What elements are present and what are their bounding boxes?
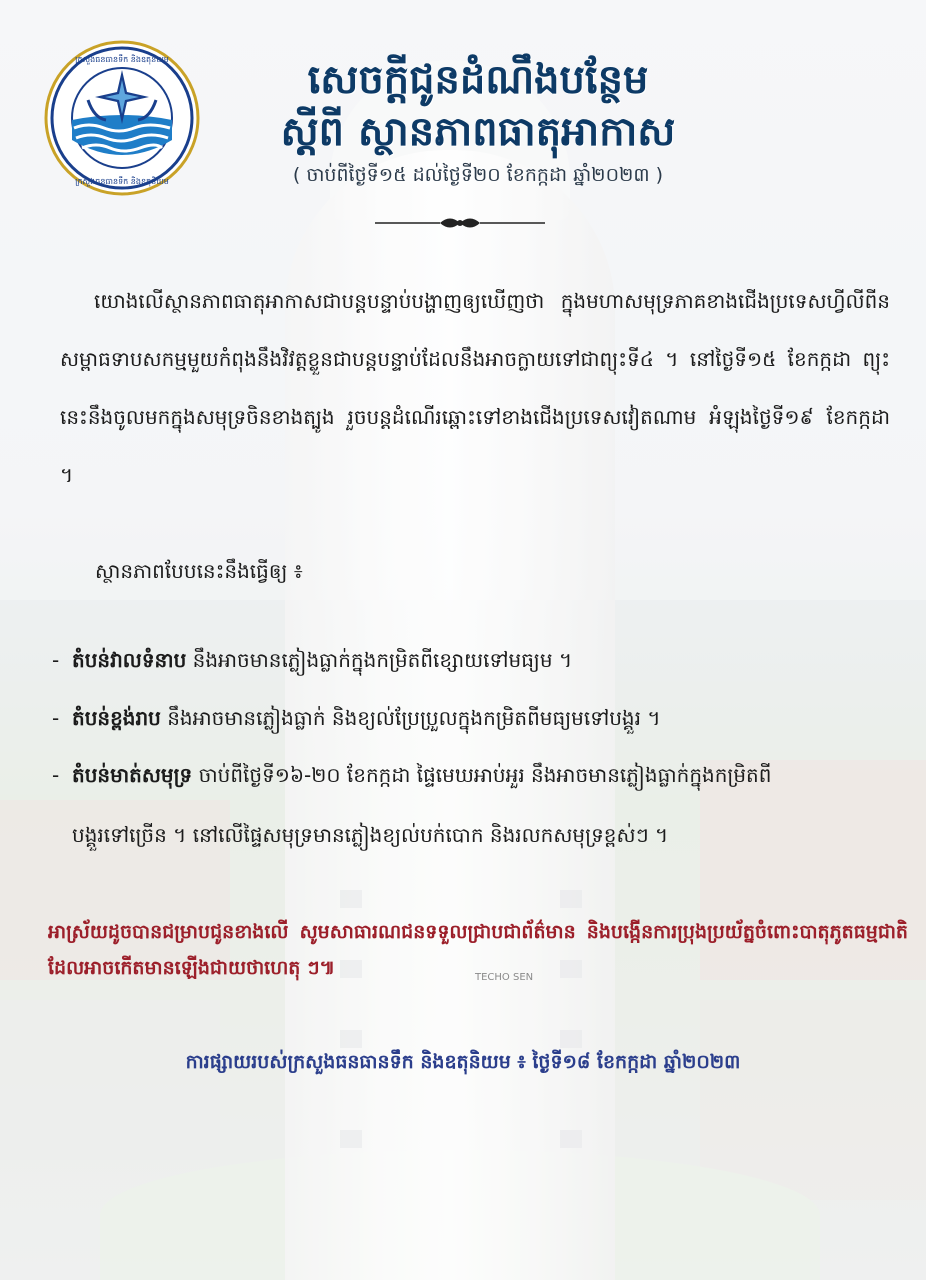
effects-intro: ស្ថានភាពបែបនេះនឹងធ្វើឲ្យ ៖	[95, 559, 303, 583]
title-line-2: ស្តីពី ស្ថានភាពធាតុអាកាស	[280, 109, 676, 155]
bullet-lowland	[52, 630, 902, 690]
date-range-subtitle: ( ចាប់ពីថ្ងៃទី១៥ ដល់ថ្ងៃទី២០ ខែកក្កដា ឆ្នាំ២០២៣ )	[292, 164, 664, 186]
bullet-continuation: បង្គួរទៅច្រើន ។ នៅលើផ្ទៃសមុទ្រមានភ្លៀងខ្យល់បក់បោក និងរលកសមុទ្រខ្ពស់ៗ ។	[72, 823, 669, 847]
bullet-text: នឹងអាចមានភ្លៀងធ្លាក់ក្នុងកម្រិតពីខ្សោយទៅមធ្យម ។	[186, 648, 573, 672]
bullet-dash: -	[52, 706, 60, 730]
logo-bottom-text: ក្រសួងធនធានទឹក និងឧតុនិយម	[75, 177, 169, 186]
logo-top-text: ក្រសួងធនធានទឹក និងឧតុនិយម	[75, 55, 169, 64]
title-line-1: សេចក្តីជូនដំណឹងបន្ថែម	[307, 57, 649, 103]
bullet-region-name: តំបន់វាលទំនាប	[72, 648, 187, 672]
bullet-dash: -	[52, 648, 60, 672]
building-sign: TECHO SEN	[475, 972, 534, 983]
bullet-text: នឹងអាចមានភ្លៀងធ្លាក់ និងខ្យល់ប្រែប្រួលក្នុងកម្រិតពីមធ្យមទៅបង្គួរ ។	[160, 706, 661, 730]
bullet-dash: -	[52, 763, 60, 787]
bullet-coastal	[52, 745, 902, 865]
publication-footer: ការផ្សាយរបស់ក្រសួងធនធានទឹក និងឧតុនិយម ៖ ថ្ងៃទី១៨ ខែកក្កដា ឆ្នាំ២០២៣	[185, 1051, 741, 1073]
public-warning: អាស្រ័យដូចបានជម្រាបជូនខាងលើ សូមសាធារណជនទទួលជ្រាបជាព័ត៌មាន និងបង្កើនការប្រុងប្រយ័ត្នចំពោះបាតុភូតធម្មជាតិដែលអាចកើតមានឡើងជាយថាហេតុ ៗ៕	[48, 921, 908, 979]
bullet-region-name: តំបន់ខ្ពង់រាប	[72, 706, 161, 730]
divider-ornament	[370, 212, 550, 234]
bullet-text: ចាប់ពីថ្ងៃទី១៦-២០ ខែកក្កដា ផ្ទៃមេឃអាប់អួរ នឹងអាចមានភ្លៀងធ្លាក់ក្នុងកម្រិតពី	[192, 763, 772, 787]
bullet-plateau	[52, 688, 902, 748]
main-paragraph: យោងលើស្ថានភាពធាតុអាកាសជាបន្តបន្ទាប់បង្ហាញឲ្យឃើញថា ក្នុងមហាសមុទ្រភាគខាងជើងប្រទេសហ្វីលីពីន សម្ពាធទាបសកម្មមួយកំពុងនឹងវិវត្តខ្លួនជាបន្តបន្ទាប់ដែលនឹងអាចក្លាយទៅជាព្យុះទី៤ ។ នៅថ្ងៃទី១៥ ខែកក្កដា ព្យុះនេះនឹងចូលមកក្នុងសមុទ្រចិនខាងត្បូង រួចបន្តដំណើរឆ្ពោះទៅខាងជើងប្រទេសវៀតណាម អំឡុងថ្ងៃទី១៩ ខែកក្កដា ។	[60, 289, 890, 487]
bullet-region-name: តំបន់មាត់សមុទ្រ	[72, 763, 193, 787]
